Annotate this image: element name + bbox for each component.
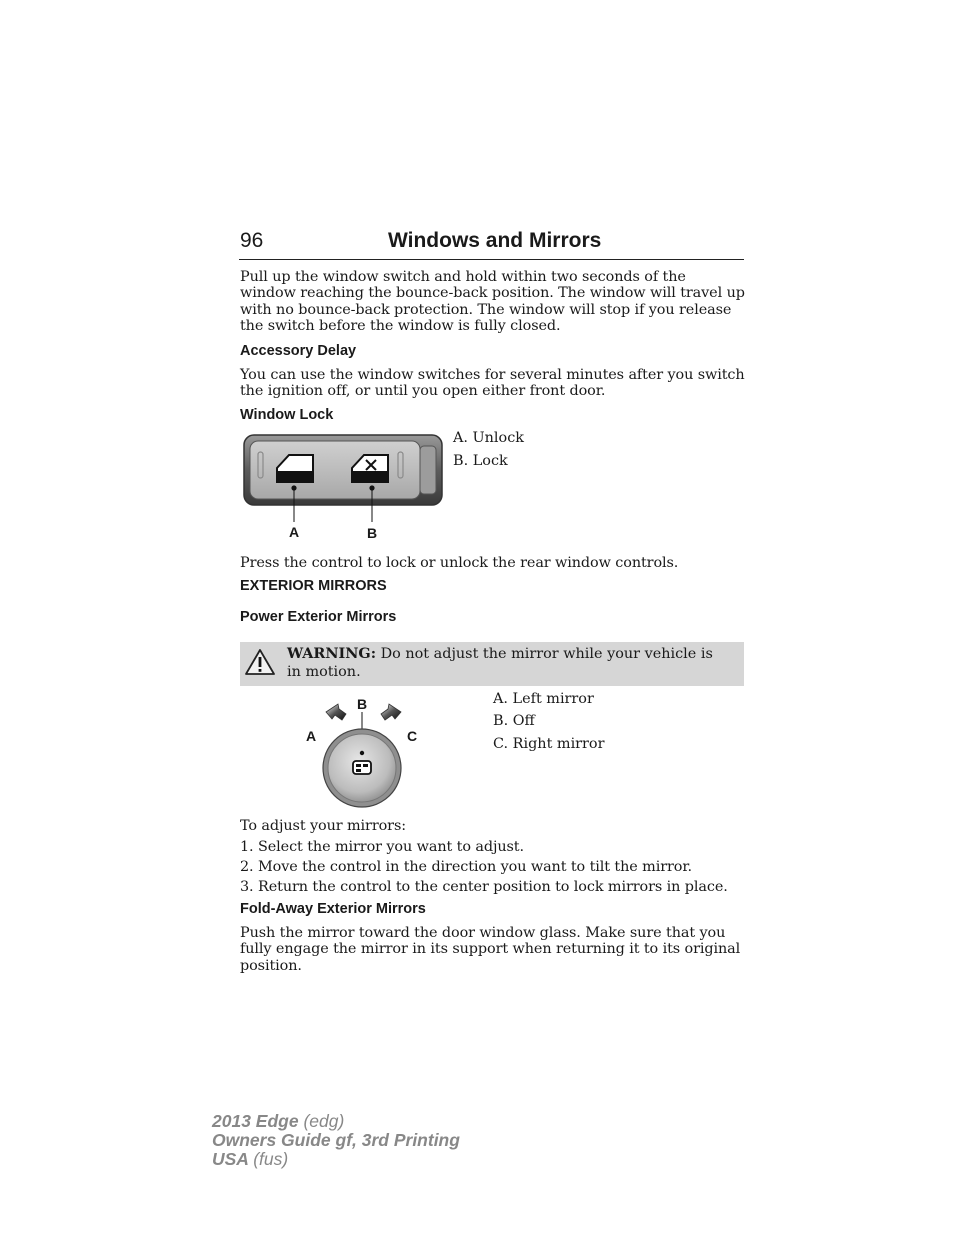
exterior-mirrors-heading: EXTERIOR MIRRORS <box>240 578 387 594</box>
power-exterior-mirrors-heading: Power Exterior Mirrors <box>240 609 397 625</box>
mirror-label-b: B <box>357 696 368 712</box>
figure-label-a: A <box>289 524 300 540</box>
warning-triangle-icon <box>244 648 276 676</box>
accessory-delay-heading: Accessory Delay <box>240 343 357 359</box>
footer-model-code: (edg) <box>303 1111 345 1131</box>
adjust-intro: To adjust your mirrors: <box>240 818 406 834</box>
figure-label-b: B <box>367 525 378 541</box>
warning-label: WARNING: <box>287 645 377 662</box>
footer-market: USA <box>212 1149 249 1169</box>
adjust-step-1: 1. Select the mirror you want to adjust. <box>240 839 524 855</box>
left-arrow-icon <box>326 704 346 720</box>
page-title: Windows and Mirrors <box>388 229 602 252</box>
mirror-legend-a: A. Left mirror <box>493 691 594 707</box>
mirror-legend-c: C. Right mirror <box>493 736 605 752</box>
fold-away-heading: Fold-Away Exterior Mirrors <box>240 901 426 917</box>
right-arrow-icon <box>381 704 401 720</box>
footer <box>212 1112 460 1169</box>
fold-away-text: Push the mirror toward the door window glass. Make sure that you fully engage the mirror in its support when returning it to its original position. <box>240 925 741 974</box>
mirror-symbol-icon <box>353 761 371 774</box>
footer-line-2: Owners Guide gf, 3rd Printing <box>212 1130 460 1150</box>
window-lock-legend-b: B. Lock <box>453 453 508 469</box>
accessory-delay-text: You can use the window switches for several minutes after you switch the ignition off, or until you open either front door. <box>240 367 745 400</box>
window-lock-heading: Window Lock <box>240 407 334 423</box>
footer-market-code: (fus) <box>253 1149 289 1169</box>
mirror-label-a: A <box>306 728 317 744</box>
footer-line-3 <box>212 1150 460 1169</box>
page-number: 96 <box>240 229 264 252</box>
footer-line-1 <box>212 1112 460 1131</box>
footer-model: 2013 Edge <box>212 1111 299 1131</box>
warning-message: Do not adjust the mirror while your vehicle is in motion. <box>287 646 713 680</box>
mirror-legend-b: B. Off <box>493 713 535 729</box>
mirror-label-c: C <box>407 728 418 744</box>
window-lock-text: Press the control to lock or unlock the rear window controls. <box>240 555 679 571</box>
intro-paragraph: Pull up the window switch and hold within two seconds of the window reaching the bounce-back position. The window will travel up with no bounce-back protection. The window will stop if you release the switch before the window is fully closed. <box>240 269 745 335</box>
window-lock-switch-illustration <box>240 430 446 545</box>
window-lock-legend-a: A. Unlock <box>453 430 524 446</box>
adjust-step-2: 2. Move the control in the direction you want to tilt the mirror. <box>240 859 693 875</box>
warning-text <box>287 645 727 681</box>
adjust-step-3: 3. Return the control to the center position to lock mirrors in place. <box>240 879 728 895</box>
header-rule <box>239 259 744 260</box>
